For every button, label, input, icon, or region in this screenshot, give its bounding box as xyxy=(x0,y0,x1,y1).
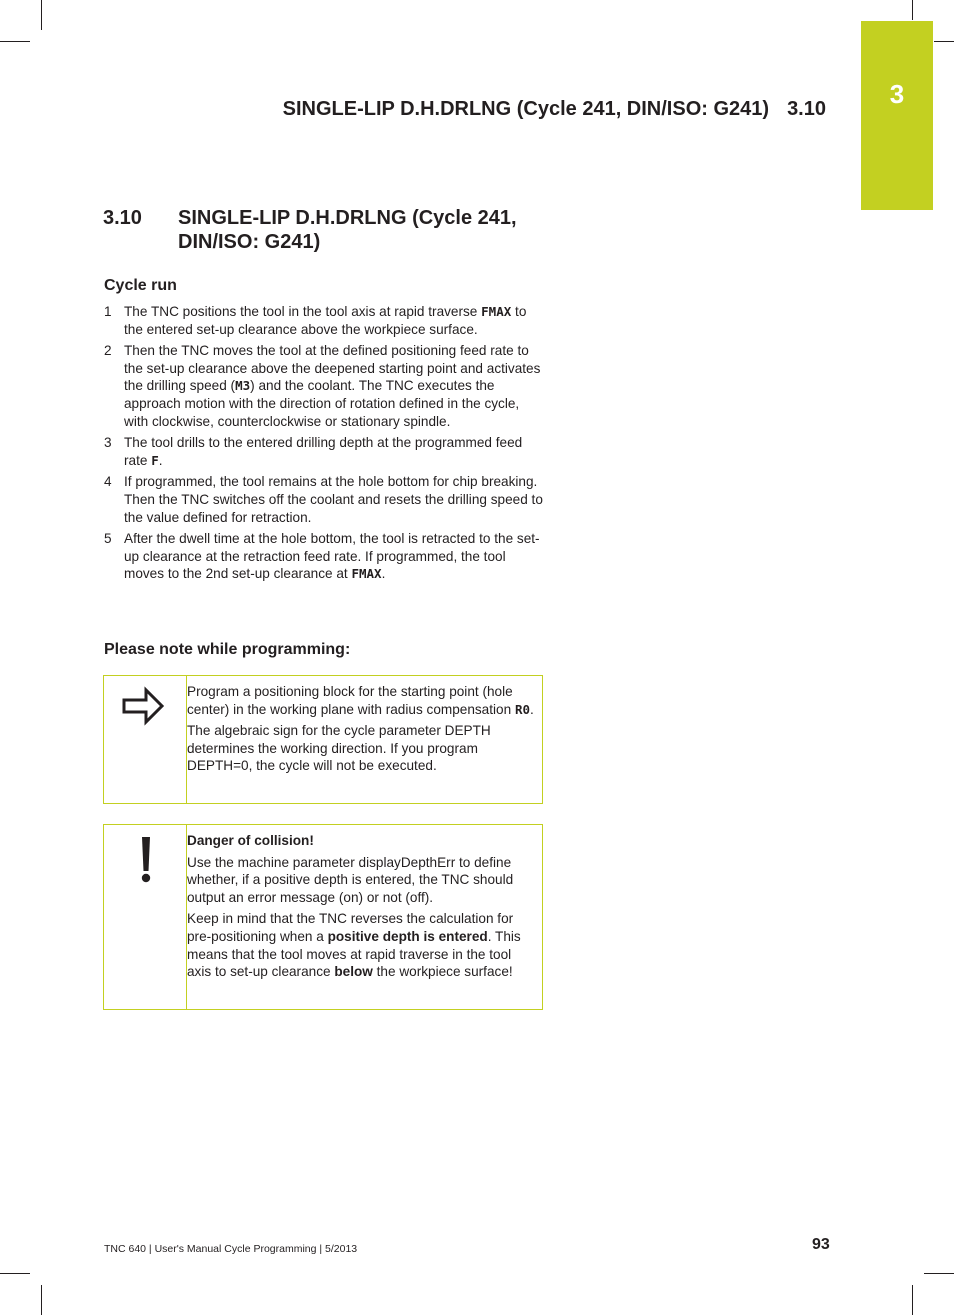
step-text: If programmed, the tool remains at the hole bottom for chip breaking. Then the TNC switches off the coolant and resets the drilling speed to the value defined for retraction. xyxy=(124,474,543,525)
running-header-number: 3.10 xyxy=(787,98,826,120)
crop-mark xyxy=(41,0,42,30)
crop-mark xyxy=(0,1273,30,1274)
arrow-right-icon xyxy=(104,676,186,741)
crop-mark xyxy=(934,41,954,42)
step-code: F xyxy=(151,452,159,468)
note-code: R0 xyxy=(514,701,530,717)
collision-title xyxy=(187,832,534,850)
list-item xyxy=(104,473,544,526)
step-code: M3 xyxy=(235,378,251,394)
crop-mark xyxy=(41,1285,42,1315)
cycle-run-heading: Cycle run xyxy=(104,277,177,294)
step-code: FMAX xyxy=(481,304,512,319)
running-header xyxy=(283,98,826,121)
step-number: 3 xyxy=(104,435,112,451)
chapter-tab xyxy=(861,21,933,210)
note-paragraph xyxy=(187,683,534,718)
step-number: 5 xyxy=(104,531,112,547)
crop-mark xyxy=(912,0,913,20)
step-code: FMAX xyxy=(351,566,382,582)
step-text: ) and the coolant. The TNC executes the approach motion with the direction of rotation defined in the cycle, with clockwise, counterclockwise or stationary spindle. xyxy=(124,378,520,429)
note-emphasis: positive depth is entered xyxy=(327,928,488,944)
page-number: 93 xyxy=(812,1236,830,1253)
step-text: to the entered set-up clearance above the workpiece surface. xyxy=(124,304,527,337)
crop-mark xyxy=(0,41,30,42)
note-paragraph: Use the machine parameter displayDepthErr to define whether, if a positive depth is entered, the TNC should output an error message (on) or not (off). xyxy=(187,854,514,905)
step-text: The TNC positions the tool in the tool axis at rapid traverse xyxy=(124,304,482,319)
footer-text: TNC 640 | User's Manual Cycle Programming | 5/2013 xyxy=(104,1243,358,1255)
programming-note-box xyxy=(103,675,543,804)
list-item xyxy=(104,530,544,583)
list-item xyxy=(104,342,544,430)
running-header-title: SINGLE-LIP D.H.DRLNG (Cycle 241, DIN/ISO: G241) xyxy=(282,98,770,120)
step-text: Then the TNC moves the tool at the defined positioning feed rate to the set-up clearance above the deepened starting point and activates the drilling speed ( xyxy=(124,343,541,394)
section-title-text: SINGLE-LIP D.H.DRLNG (Cycle 241, DIN/ISO: G241) xyxy=(178,207,517,253)
crop-mark xyxy=(912,1285,913,1315)
list-item xyxy=(104,303,544,338)
step-text: After the dwell time at the hole bottom, the tool is retracted to the set-up clearance at the retraction feed rate. If programmed, the tool moves to the 2nd set-up clearance at xyxy=(124,531,540,582)
list-item xyxy=(104,434,544,469)
exclamation-icon xyxy=(104,825,186,894)
note-text: Keep in mind that the TNC reverses the calculation for pre-positioning when a xyxy=(187,911,514,944)
note-divider xyxy=(186,825,187,1009)
note-text: the workpiece surface! xyxy=(372,964,513,980)
note-paragraph xyxy=(187,910,534,980)
note-text: . xyxy=(530,701,534,717)
crop-mark xyxy=(924,1273,954,1274)
collision-note-box xyxy=(103,824,543,1010)
step-number: 2 xyxy=(104,343,112,359)
cycle-run-steps xyxy=(104,303,544,587)
chapter-number: 3 xyxy=(889,79,905,109)
note-text: . This means that the tool moves at rapid traverse in the tool axis to set-up clearance xyxy=(187,928,521,980)
step-number: 4 xyxy=(104,474,112,490)
section-title xyxy=(103,206,563,254)
section-number: 3.10 xyxy=(103,207,142,229)
collision-title-text: Danger of collision! xyxy=(187,833,314,848)
note-paragraph: The algebraic sign for the cycle parameter DEPTH determines the working direction. If you program DEPTH=0, the cycle will not be executed. xyxy=(187,723,491,774)
step-text: . xyxy=(158,452,163,468)
step-text: The tool drills to the entered drilling depth at the programmed feed rate xyxy=(124,435,523,468)
note-divider xyxy=(186,676,187,803)
programming-notes-heading: Please note while programming: xyxy=(104,641,351,658)
note-text: Program a positioning block for the starting point (hole center) in the working plane with radius compensation xyxy=(187,684,515,717)
step-text: . xyxy=(381,566,386,582)
note-emphasis: below xyxy=(334,964,373,980)
step-number: 1 xyxy=(104,304,112,319)
